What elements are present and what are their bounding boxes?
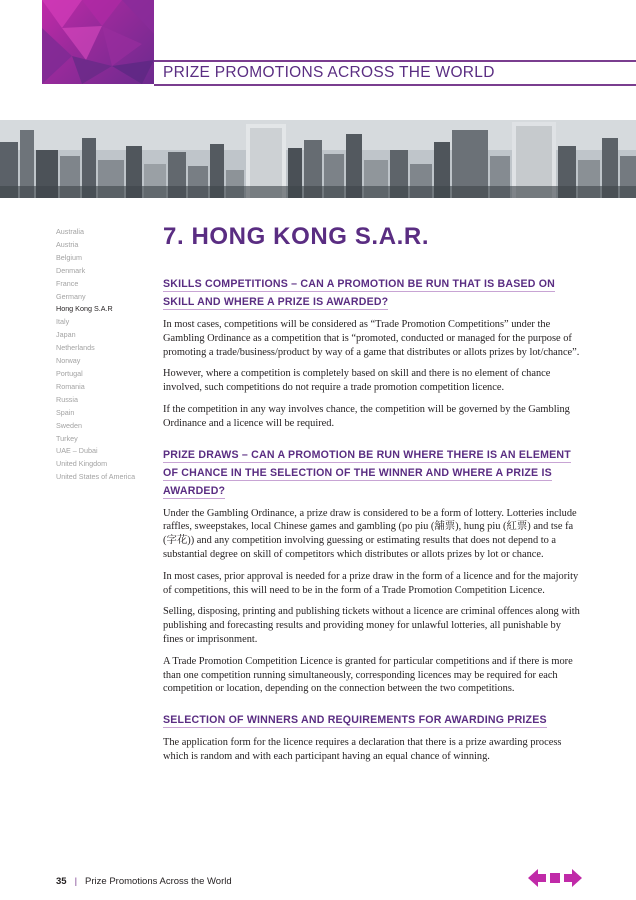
country-sidebar-nav (56, 226, 156, 484)
sidebar-item-portugal[interactable]: Portugal (56, 368, 83, 378)
sidebar-item-sweden[interactable]: Sweden (56, 420, 82, 430)
paragraph: In most cases, prior approval is needed for a prize draw in the form of a licence and for the majority of competitions, this will need to be in the form of a Trade Promotion Competition Licence. (163, 570, 579, 596)
sidebar-item-belgium[interactable]: Belgium (56, 252, 82, 262)
header-rule-bottom (154, 84, 636, 86)
city-skyline-graphic (0, 120, 636, 198)
sidebar-item-uae-dubai[interactable]: UAE – Dubai (56, 446, 98, 456)
footer-title: Prize Promotions Across the World (85, 876, 232, 887)
sidebar-item-japan[interactable]: Japan (56, 330, 76, 340)
sidebar-item-turkey[interactable]: Turkey (56, 433, 78, 443)
paragraph: The application form for the licence requires a declaration that there is a prize awarding process which is random and with each participant having an equal chance of winning. (163, 737, 562, 762)
header-decorative-graphic (42, 0, 154, 84)
section-skills-competitions (163, 274, 581, 431)
section-selection-of-winners (163, 710, 581, 764)
main-content (163, 222, 581, 772)
paragraph: Under the Gambling Ordinance, a prize draw is considered to be a form of lottery. Lotteries include raffles, sweepstakes, local Chinese games and gambling (po piu (舖票), hung piu (紅票) and tse fa (字花)) and any competition involving guessing or estimating results that does not depend to a substantial degree on skill of competitors which distributes or allots prizes by lot or chance. (163, 507, 577, 560)
sidebar-item-netherlands[interactable]: Netherlands (56, 343, 95, 353)
next-page-icon[interactable] (562, 868, 582, 888)
header-title: PRIZE PROMOTIONS ACROSS THE WORLD (163, 64, 495, 81)
sidebar-item-france[interactable]: France (56, 278, 79, 288)
sidebar-item-denmark[interactable]: Denmark (56, 265, 86, 275)
section-heading: PRIZE DRAWS – CAN A PROMOTION BE RUN WHERE THERE IS AN ELEMENT OF CHANCE IN THE SELECTION OF THE WINNER AND WHERE A PRIZE IS AWARDED? (163, 448, 571, 497)
sidebar-item-romania[interactable]: Romania (56, 381, 85, 391)
sidebar-item-australia[interactable]: Australia (56, 227, 84, 236)
paragraph: Selling, disposing, printing and publishing tickets without a licence are criminal offences along with publishing and forecasting results and providing money for unlawful lotteries, all punishable by fines or imprisonment. (163, 606, 580, 645)
paragraph: However, where a competition is completely based on skill and there is no element of chance involved, such competitions do not require a trade promotion competition licence. (163, 368, 551, 394)
paragraph: If the competition in any way involves chance, the competition will be governed by the Gambling Ordinance and a licence will be required. (163, 403, 570, 429)
skyline-banner-image (0, 120, 636, 198)
section-heading: SELECTION OF WINNERS AND REQUIREMENTS FOR AWARDING PRIZES (163, 714, 547, 727)
page-number: 35 (56, 876, 67, 887)
prev-page-icon[interactable] (528, 868, 548, 888)
section-heading: SKILLS COMPETITIONS – CAN A PROMOTION BE RUN THAT IS BASED ON SKILL AND WHERE A PRIZE IS AWARDED? (163, 278, 556, 308)
sidebar-item-hong-kong[interactable]: Hong Kong S.A.R (56, 304, 113, 314)
sidebar-item-germany[interactable]: Germany (56, 291, 86, 301)
header-rule-top (154, 60, 636, 62)
sidebar-item-norway[interactable]: Norway (56, 356, 81, 366)
sidebar-item-spain[interactable]: Spain (56, 407, 75, 417)
sidebar-item-united-states[interactable]: United States of America (56, 472, 136, 482)
footer-separator: | (74, 876, 78, 887)
sidebar-item-united-kingdom[interactable]: United Kingdom (56, 459, 108, 469)
triangle-pattern-graphic (42, 0, 154, 84)
sidebar-item-austria[interactable]: Austria (56, 239, 79, 249)
page-footer (56, 876, 232, 887)
sidebar-item-italy[interactable]: Italy (56, 317, 70, 327)
page-navigation (528, 868, 582, 888)
section-prize-draws (163, 445, 581, 697)
sidebar-item-russia[interactable]: Russia (56, 394, 78, 404)
home-icon[interactable] (548, 868, 562, 888)
paragraph: A Trade Promotion Competition Licence is granted for particular competitions and if there is more than one competition running simultaneously, corresponding licences may be required for each competition or location, depending on the connection between the two competitions. (163, 655, 573, 695)
chapter-title: 7. HONG KONG S.A.R. (163, 223, 430, 250)
paragraph: In most cases, competitions will be considered as “Trade Promotion Competitions” under the Gambling Ordinance as a competition that is “promoted, conducted or managed for the purpose of promoting a trade/business/product by way of a game that distributes or allots prizes by lot/chance”. (163, 319, 580, 358)
